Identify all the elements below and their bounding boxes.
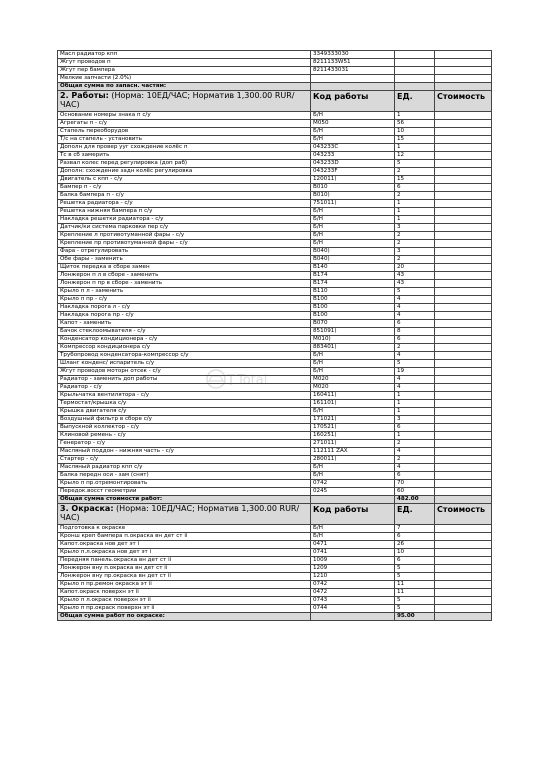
work-row — [58, 408, 492, 416]
paint-row-name: Лонжерон вну пр.окраска вн дет ст ii — [58, 573, 311, 581]
work-row-code: Б/Н — [311, 208, 395, 216]
work-row-code: 161101) — [311, 400, 395, 408]
paint-row-name: Крыло п л.окраск поверхн эт ii — [58, 597, 311, 605]
paint-total-row — [58, 613, 492, 621]
work-row — [58, 328, 492, 336]
parts-section — [58, 51, 492, 83]
work-row-code: 171021) — [311, 416, 395, 424]
work-row-name: Трубопровод конденсатора-компрессор с/у — [58, 352, 311, 360]
work-row-code: B010 — [311, 184, 395, 192]
work-row — [58, 168, 492, 176]
work-row-code: Б/Н — [311, 128, 395, 136]
work-row-name: Масляный поддон - нижняя часть - с/у — [58, 448, 311, 456]
paint-row-name: Передняя панель.окраска вн дет ст ii — [58, 557, 311, 565]
paint-row-code: 0742 — [311, 581, 395, 589]
work-row-qty: 2 — [395, 240, 435, 248]
work-row-qty: 1 — [395, 408, 435, 416]
parts-row-name: Жгут проводов п — [58, 59, 311, 67]
work-row — [58, 256, 492, 264]
work-row-qty: 1 — [395, 208, 435, 216]
parts-row-code: 3349333030 — [311, 51, 395, 59]
paint-col-cost: Стоимость — [435, 504, 492, 525]
paint-row-code: 1209 — [311, 565, 395, 573]
paint-row — [58, 597, 492, 605]
work-row-qty: 4 — [395, 376, 435, 384]
work-row-qty: 4 — [395, 296, 435, 304]
work-row-code: 043233D — [311, 160, 395, 168]
work-row — [58, 184, 492, 192]
work-row-name: Шланг конденс/ испаритель с/у — [58, 360, 311, 368]
work-row — [58, 136, 492, 144]
work-row-code: M020 — [311, 384, 395, 392]
work-row-name: Клиновой ремень - с/у — [58, 432, 311, 440]
work-row-qty: 2 — [395, 192, 435, 200]
paint-section — [58, 525, 492, 613]
work-row-name: Радиатор - с/у — [58, 384, 311, 392]
paint-row — [58, 605, 492, 613]
paint-row-code: 0744 — [311, 605, 395, 613]
work-row-code: 160251) — [311, 432, 395, 440]
paint-col-code: Код работы — [311, 504, 395, 525]
work-row — [58, 384, 492, 392]
work-row-name: Лонжерон п л в сборе - заменить — [58, 272, 311, 280]
work-row-code: B040) — [311, 248, 395, 256]
paint-row — [58, 557, 492, 565]
work-row-qty: 6 — [395, 320, 435, 328]
work-row-name: Агрегаты п - с/у — [58, 120, 311, 128]
work-row — [58, 240, 492, 248]
work-row-name: Фара - отрегулировать — [58, 248, 311, 256]
work-row-code: B110 — [311, 288, 395, 296]
paint-row-name: Крыло п.л.окраска нов дет эт i — [58, 549, 311, 557]
work-row-name: Капот - заменить — [58, 320, 311, 328]
work-row-code: 751011) — [311, 200, 395, 208]
paint-row-qty: 5 — [395, 573, 435, 581]
paint-row — [58, 541, 492, 549]
work-row-name: Стапель переоборудов — [58, 128, 311, 136]
work-row-code: Б/Н — [311, 112, 395, 120]
paint-row-code: 0472 — [311, 589, 395, 597]
work-row-name: Крыло п пр - с/у — [58, 296, 311, 304]
paint-total-section — [58, 613, 492, 621]
work-row-qty: 4 — [395, 464, 435, 472]
work-row-qty: 56 — [395, 120, 435, 128]
work-row-qty: 1 — [395, 392, 435, 400]
work-row — [58, 288, 492, 296]
work-row-code: 0245 — [311, 488, 395, 496]
paint-row-qty: 10 — [395, 549, 435, 557]
work-row-name: Решетка нижняя бампера п с/у — [58, 208, 311, 216]
parts-row-name: Масл радиатор кпп — [58, 51, 311, 59]
work-row-qty: 60 — [395, 488, 435, 496]
work-row — [58, 360, 492, 368]
paint-row-code: 1210 — [311, 573, 395, 581]
paint-row-name: Крыло п пр.ремон окраска эт ii — [58, 581, 311, 589]
work-row — [58, 448, 492, 456]
paint-row — [58, 533, 492, 541]
work-row-qty: 1 — [395, 200, 435, 208]
paint-row — [58, 581, 492, 589]
work-row-qty: 1 — [395, 400, 435, 408]
work-row — [58, 376, 492, 384]
work-row-qty: 3 — [395, 224, 435, 232]
work-row — [58, 336, 492, 344]
parts-row-code — [311, 75, 395, 83]
parts-row-code: 8211433031 — [311, 67, 395, 75]
work-row — [58, 160, 492, 168]
work-row-qty: 1 — [395, 432, 435, 440]
work-row-code: 043233C — [311, 144, 395, 152]
work-row-name: Накладка порога л - с/у — [58, 304, 311, 312]
work-header-section — [58, 91, 492, 112]
estimate-table — [57, 50, 492, 621]
work-row — [58, 352, 492, 360]
paint-row-qty: 11 — [395, 581, 435, 589]
work-row-name: Крыльчатка вентилятора - с/у — [58, 392, 311, 400]
work-row-code: 160411) — [311, 392, 395, 400]
work-row — [58, 144, 492, 152]
work-total-section — [58, 496, 492, 504]
work-row — [58, 216, 492, 224]
work-row-code: Б/Н — [311, 232, 395, 240]
work-row-code: 170521) — [311, 424, 395, 432]
work-row-code: 043233F — [311, 168, 395, 176]
parts-row-code: 8211133W51 — [311, 59, 395, 67]
work-row-code: Б/Н — [311, 224, 395, 232]
parts-row-name: Жгут пер бампера — [58, 67, 311, 75]
work-row-code: M010) — [311, 336, 395, 344]
paint-row — [58, 589, 492, 597]
paint-row-name: Крыло п пр.окраск поверхн эт ii — [58, 605, 311, 613]
work-row-code: M020 — [311, 376, 395, 384]
work-row — [58, 152, 492, 160]
work-row — [58, 112, 492, 120]
work-row-name: Дополн для провер ууг схождение колёс п — [58, 144, 311, 152]
work-row-name: Т/с на стапель - установить — [58, 136, 311, 144]
work-row-qty: 10 — [395, 128, 435, 136]
work-row-qty: 2 — [395, 168, 435, 176]
work-row-qty: 2 — [395, 456, 435, 464]
work-row — [58, 272, 492, 280]
work-row-qty: 5 — [395, 160, 435, 168]
work-row-code: M050 — [311, 120, 395, 128]
paint-row-qty: 5 — [395, 605, 435, 613]
work-row-code: B100 — [311, 296, 395, 304]
work-row — [58, 432, 492, 440]
work-row-code: 883401) — [311, 344, 395, 352]
work-row-code: Б/Н — [311, 464, 395, 472]
paint-row-qty: 26 — [395, 541, 435, 549]
work-row — [58, 400, 492, 408]
work-section-title: 2. Работы: (Норма: 10ЕД/ЧАС; Норматив 1,300.00 RUR/ЧАС) — [58, 91, 311, 112]
work-row — [58, 192, 492, 200]
work-row — [58, 416, 492, 424]
work-row-name: Дополн: схождение задн колёс регулировка — [58, 168, 311, 176]
work-row-code: B010) — [311, 192, 395, 200]
work-row-qty: 4 — [395, 352, 435, 360]
paint-section-header — [58, 504, 492, 525]
paint-row-qty: 5 — [395, 565, 435, 573]
work-row-name: Воздушный фильтр в сборе с/у — [58, 416, 311, 424]
work-row-name: Крыло п л - заменить — [58, 288, 311, 296]
work-row-code: B174 — [311, 280, 395, 288]
parts-row — [58, 75, 492, 83]
work-row — [58, 344, 492, 352]
work-row — [58, 248, 492, 256]
work-row-name: Двигатель с кпп - с/у — [58, 176, 311, 184]
work-row-qty: 8 — [395, 328, 435, 336]
work-row-qty: 5 — [395, 288, 435, 296]
work-row-qty: 3 — [395, 416, 435, 424]
work-row-code: B100 — [311, 312, 395, 320]
work-row-code: 120011) — [311, 176, 395, 184]
watermark-text: Total — [237, 373, 268, 388]
work-row-qty: 6 — [395, 184, 435, 192]
work-row — [58, 176, 492, 184]
paint-row-code: 0743 — [311, 597, 395, 605]
work-section — [58, 112, 492, 496]
work-col-unit: ЕД. — [395, 91, 435, 112]
parts-total-row — [58, 83, 492, 91]
work-row-code: Б/Н — [311, 216, 395, 224]
work-row-qty: 2 — [395, 256, 435, 264]
work-row-name: Балка передн оси - зам (снят) — [58, 472, 311, 480]
work-total-value: 482.00 — [395, 496, 435, 504]
work-row-name: Радиатор - заменить доп работы — [58, 376, 311, 384]
paint-row-name: Лонжерон вну п.окраска вн дет ст ii — [58, 565, 311, 573]
paint-row-code: 0741 — [311, 549, 395, 557]
work-row-code: 043233 — [311, 152, 395, 160]
work-row-name: Накладка порога пр - с/у — [58, 312, 311, 320]
work-row — [58, 488, 492, 496]
work-row-name: Генератор - с/у — [58, 440, 311, 448]
work-row — [58, 280, 492, 288]
paint-row-name: Капот.окраска нов дет эт i — [58, 541, 311, 549]
parts-row-name: Мелкие запчасти (2.0%) — [58, 75, 311, 83]
work-row-name: Обе фары - заменить — [58, 256, 311, 264]
work-row-code: Б/Н — [311, 408, 395, 416]
work-row — [58, 224, 492, 232]
work-row-qty: 4 — [395, 304, 435, 312]
work-row — [58, 440, 492, 448]
work-row — [58, 200, 492, 208]
work-row-code: Б/Н — [311, 352, 395, 360]
work-row-qty: 1 — [395, 144, 435, 152]
work-row-name: Датчик/ки система парковки пер с/у — [58, 224, 311, 232]
work-row-name: Крышка двигателя с/у — [58, 408, 311, 416]
work-row-code: Б/Н — [311, 360, 395, 368]
work-row-qty: 70 — [395, 480, 435, 488]
work-row-name: Масляный радиатор кпп с/у — [58, 464, 311, 472]
work-row-name: Лонжерон п пр в сборе - заменить — [58, 280, 311, 288]
work-row-code: B070 — [311, 320, 395, 328]
estimate-document — [57, 50, 491, 621]
work-row-qty: 5 — [395, 360, 435, 368]
work-row-qty: 15 — [395, 136, 435, 144]
paint-row — [58, 549, 492, 557]
work-row — [58, 464, 492, 472]
paint-row-name: Кронш креп бампера п.окраска вн дет ст ii — [58, 533, 311, 541]
work-row — [58, 472, 492, 480]
work-section-header — [58, 91, 492, 112]
work-row-name: Бачок стеклоомывателя - с/у — [58, 328, 311, 336]
paint-row-code: 1009 — [311, 557, 395, 565]
work-row-name: Основание номеры знака п с/у — [58, 112, 311, 120]
paint-row-name: Подготовка к окраске — [58, 525, 311, 533]
parts-row — [58, 51, 492, 59]
work-row — [58, 480, 492, 488]
work-row-name: Бампер п - с/у — [58, 184, 311, 192]
parts-total-section — [58, 83, 492, 91]
work-row — [58, 128, 492, 136]
work-row-qty: 19 — [395, 368, 435, 376]
work-row-code: B174 — [311, 272, 395, 280]
work-row-qty: 1 — [395, 112, 435, 120]
paint-total-value: 95.00 — [395, 613, 435, 621]
work-row — [58, 208, 492, 216]
paint-row — [58, 525, 492, 533]
work-row-qty: 1 — [395, 216, 435, 224]
work-row-code: 851091) — [311, 328, 395, 336]
work-row-qty: 43 — [395, 280, 435, 288]
work-row-code: B140 — [311, 264, 395, 272]
paint-total-label: Общая сумма работ по окраске: — [58, 613, 311, 621]
work-row-qty: 2 — [395, 232, 435, 240]
paint-row-code: 0471 — [311, 541, 395, 549]
work-row-code: Б/Н — [311, 136, 395, 144]
paint-row-qty: 6 — [395, 533, 435, 541]
work-row-name: Термостат/крышка с/у — [58, 400, 311, 408]
work-row-qty: 4 — [395, 448, 435, 456]
work-row-code: Б/Н — [311, 240, 395, 248]
work-row-code: 112111 ZAX — [311, 448, 395, 456]
work-row-name: Щиток передка в сборе замен — [58, 264, 311, 272]
paint-row-code: Б/Н — [311, 533, 395, 541]
work-total-label: Общая сумма стоимости работ: — [58, 496, 311, 504]
work-row-qty: 15 — [395, 176, 435, 184]
work-row-name: Стартер - с/у — [58, 456, 311, 464]
work-row-qty: 6 — [395, 336, 435, 344]
work-row — [58, 120, 492, 128]
work-row-qty: 4 — [395, 384, 435, 392]
work-row — [58, 456, 492, 464]
work-row-name: Балка бампера п - с/у — [58, 192, 311, 200]
paint-header-section — [58, 504, 492, 525]
work-col-code: Код работы — [311, 91, 395, 112]
work-row — [58, 424, 492, 432]
work-row-qty: 12 — [395, 152, 435, 160]
work-row — [58, 320, 492, 328]
paint-row-code: Б/Н — [311, 525, 395, 533]
work-row-qty: 6 — [395, 472, 435, 480]
work-row-qty: 4 — [395, 312, 435, 320]
work-row-name: Крепление л противотуманной фары - с/у — [58, 232, 311, 240]
work-col-cost: Стоимость — [435, 91, 492, 112]
paint-row — [58, 565, 492, 573]
work-row — [58, 264, 492, 272]
work-row-name: Тс в сб замерить — [58, 152, 311, 160]
work-row-code: Б/Н — [311, 472, 395, 480]
work-row-code: 0742 — [311, 480, 395, 488]
work-row-name: Передок.восст геометрии — [58, 488, 311, 496]
paint-row-qty: 7 — [395, 525, 435, 533]
work-row — [58, 304, 492, 312]
work-row-name: Жгут проводов моторн отсек - с/у — [58, 368, 311, 376]
work-row-name: Крепление пр противотуманной фары - с/у — [58, 240, 311, 248]
paint-col-unit: ЕД. — [395, 504, 435, 525]
work-row-name: Решетка радиатора - с/у — [58, 200, 311, 208]
paint-row-qty: 6 — [395, 557, 435, 565]
work-row-qty: 43 — [395, 272, 435, 280]
work-row — [58, 296, 492, 304]
work-row-name: Конденсатор кондиционера - с/у — [58, 336, 311, 344]
work-row — [58, 232, 492, 240]
work-row-code: B100 — [311, 304, 395, 312]
parts-row — [58, 59, 492, 67]
work-row — [58, 312, 492, 320]
work-row-name: Выпускной коллектор - с/у — [58, 424, 311, 432]
paint-row-qty: 5 — [395, 597, 435, 605]
work-row-code: B040) — [311, 256, 395, 264]
work-row-name: Развал колес перед регулировка (доп раб) — [58, 160, 311, 168]
work-row-code: 280011) — [311, 456, 395, 464]
work-row-name: Крыло п пр.отремонтировать — [58, 480, 311, 488]
work-row-qty: 6 — [395, 424, 435, 432]
work-row-qty: 3 — [395, 248, 435, 256]
work-row-qty: 2 — [395, 344, 435, 352]
work-row — [58, 392, 492, 400]
parts-total-label: Общая сумма по запасн. частям: — [58, 83, 311, 91]
paint-row-qty: 11 — [395, 589, 435, 597]
work-row-name: Компрессор кондиционера с/у — [58, 344, 311, 352]
work-row-code: 271011) — [311, 440, 395, 448]
work-row-qty: 20 — [395, 264, 435, 272]
work-row-qty: 2 — [395, 440, 435, 448]
paint-row — [58, 573, 492, 581]
work-row — [58, 368, 492, 376]
work-total-row — [58, 496, 492, 504]
paint-row-name: Капот.окраск поверхн эт ii — [58, 589, 311, 597]
parts-row — [58, 67, 492, 75]
paint-section-title: 3. Окраска: (Норма: 10ЕД/ЧАС; Норматив 1,300.00 RUR/ЧАС) — [58, 504, 311, 525]
work-row-name: Накладка решетки радиатора - с/у — [58, 216, 311, 224]
work-row-code: Б/Н — [311, 368, 395, 376]
